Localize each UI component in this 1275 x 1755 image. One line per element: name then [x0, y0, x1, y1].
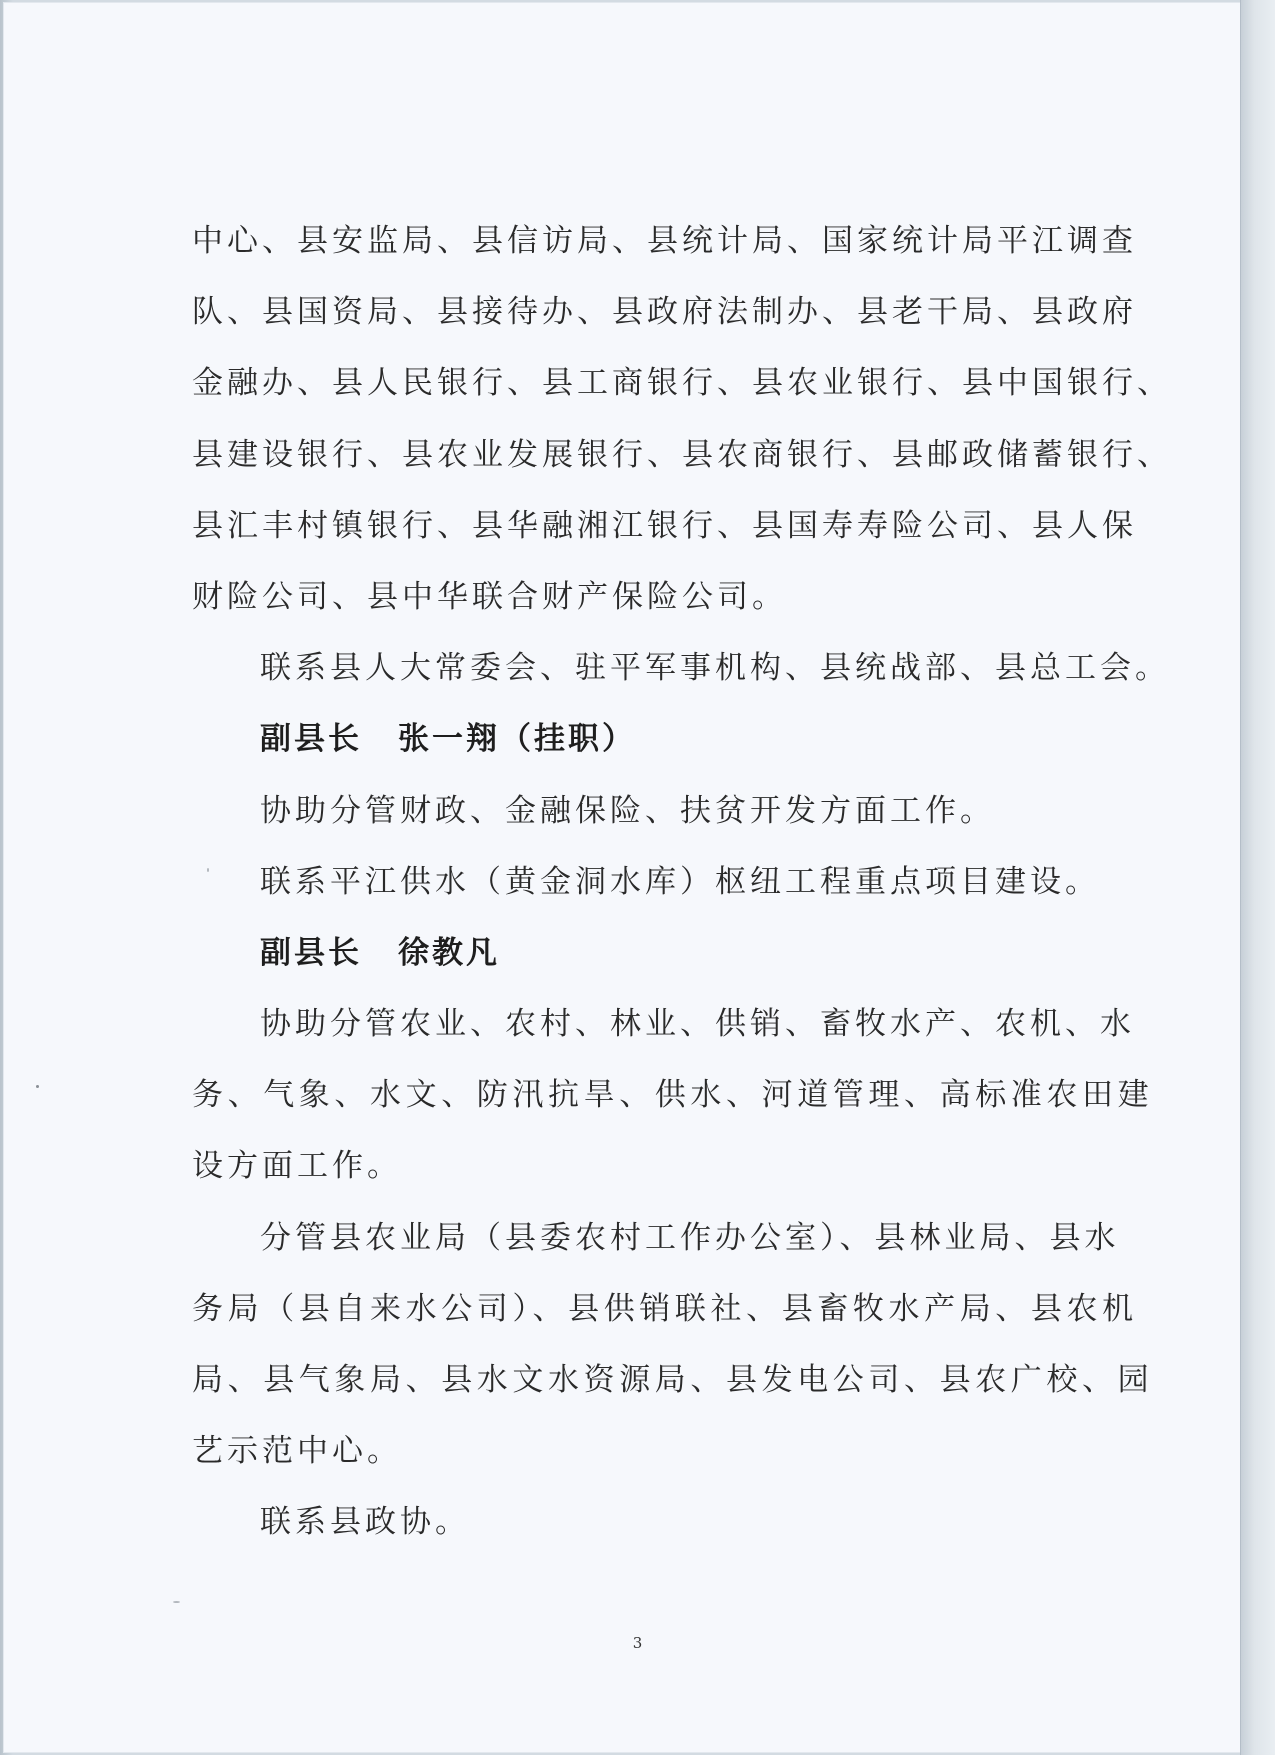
paragraph-line: 设方面工作。: [192, 1148, 402, 1185]
paragraph-line: 分管县农业局（县委农村工作办公室）、县林业局、县水: [260, 1219, 1120, 1256]
paragraph-line: 局、县气象局、县水文水资源局、县发电公司、县农广校、园: [192, 1362, 1154, 1398]
paragraph-line: 务局（县自来水公司）、县供销联社、县畜牧水产局、县农机: [192, 1290, 1138, 1327]
page-number: 3: [632, 1634, 643, 1652]
paragraph-line: 县汇丰村镇银行、县华融湘江银行、县国寿寿险公司、县人保: [192, 507, 1137, 544]
official-title: 副县长: [260, 934, 362, 971]
paragraph-line: 联系县政协。: [260, 1504, 470, 1541]
document-body: [192, 206, 1172, 1559]
official-title: 副县长: [260, 721, 362, 758]
scanner-edge: [1240, 0, 1275, 1755]
paragraph-line: 协助分管财政、金融保险、扶贫开发方面工作。: [260, 792, 995, 829]
scan-speck: [36, 1085, 39, 1088]
paragraph-line: 协助分管农业、农村、林业、供销、畜牧水产、农机、水: [260, 1006, 1135, 1043]
paragraph-line: 中心、县安监局、县信访局、县统计局、国家统计局平江调查: [192, 223, 1137, 259]
official-name: 徐教凡: [398, 934, 500, 971]
official-name: 张一翔（挂职）: [398, 721, 636, 758]
official-heading: [192, 918, 1092, 989]
paragraph-line: 财险公司、县中华联合财产保险公司。: [192, 578, 787, 615]
scan-speck: [173, 1601, 180, 1603]
paragraph-line: 联系县人大常委会、驻平军事机构、县统战部、县总工会。: [260, 650, 1170, 687]
paragraph-line: 务、气象、水文、防汛抗旱、供水、河道管理、高标准农田建: [192, 1077, 1154, 1114]
paragraph-line: 县建设银行、县农业发展银行、县农商银行、县邮政储蓄银行、: [192, 436, 1172, 473]
official-heading: [192, 704, 1092, 775]
paragraph-line: 艺示范中心。: [192, 1433, 402, 1470]
paragraph-line: 联系平江供水（黄金洞水库）枢纽工程重点项目建设。: [260, 863, 1100, 900]
paragraph-line: 金融办、县人民银行、县工商银行、县农业银行、县中国银行、: [192, 365, 1172, 402]
paragraph-line: 队、县国资局、县接待办、县政府法制办、县老干局、县政府: [192, 294, 1137, 331]
